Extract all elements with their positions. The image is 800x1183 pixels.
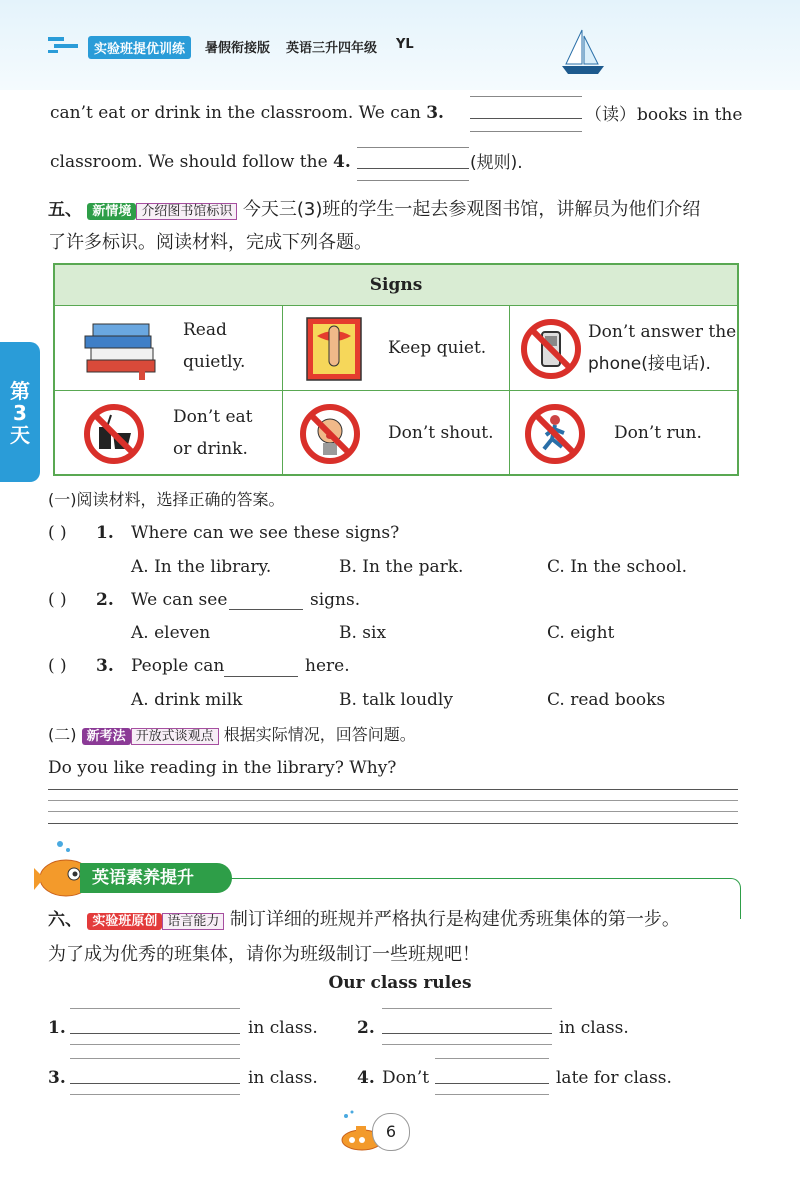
- books-icon: [83, 318, 161, 382]
- code-label: YL: [396, 37, 414, 52]
- q2-option-b: B. six: [339, 623, 387, 643]
- sign-cell-no-running: Don’t run.: [510, 391, 737, 476]
- rule-3-blank[interactable]: [70, 1083, 240, 1084]
- signs-table: [53, 263, 739, 476]
- q3-option-b: B. talk loudly: [339, 690, 453, 710]
- no-shouting-icon: [299, 403, 361, 465]
- sailboat-icon: [558, 28, 608, 78]
- rule-2-blank[interactable]: [382, 1033, 552, 1034]
- original-tag: 实验班原创: [87, 913, 162, 930]
- hint-rules: (规则).: [470, 153, 523, 173]
- rule-1-blank[interactable]: [70, 1033, 240, 1034]
- brand-title: 实验班提优训练: [88, 36, 191, 59]
- intro-line-2: classroom. We should follow the 4.: [50, 152, 351, 172]
- section5-heading-line2: 了许多标识。阅读材料，完成下列各题。: [48, 232, 372, 253]
- section6-heading: 六、 实验班原创 语言能力 制订详细的班规并严格执行是构建优秀班集体的第一步。: [48, 909, 680, 930]
- page-number: 6: [372, 1113, 410, 1151]
- q3-answer-paren[interactable]: ( ): [48, 656, 67, 676]
- sign-cell-keep-quiet: Keep quiet.: [283, 306, 509, 390]
- q3-blank[interactable]: [224, 676, 298, 677]
- sign-cell-no-phone: Don’t answer the phone(接电话).: [510, 306, 737, 390]
- library-signs-tag: 介绍图书馆标识: [136, 203, 237, 220]
- subject-label: 英语三升四年级: [286, 41, 378, 56]
- q3-option-a: A. drink milk: [131, 690, 243, 710]
- signs-table-title: Signs: [55, 265, 737, 306]
- finger-on-lips-icon: [305, 316, 363, 382]
- class-rules-title: Our class rules: [328, 973, 472, 993]
- answer-line-2[interactable]: [48, 823, 738, 824]
- q1-option-c: C. In the school.: [547, 557, 688, 577]
- sign-cell-no-shouting: Don’t shout.: [283, 391, 509, 476]
- q1-stem: Where can we see these signs?: [131, 523, 400, 543]
- part2-question: Do you like reading in the library? Why?: [48, 758, 397, 778]
- section5-heading: 五、 新情境 介绍图书馆标识 今天三(3)班的学生一起去参观图书馆，讲解员为他们介绍: [48, 199, 701, 220]
- language-ability-tag: 语言能力: [162, 913, 224, 930]
- q2-blank[interactable]: [229, 609, 303, 610]
- answer-blank-4[interactable]: [357, 168, 469, 169]
- no-food-drink-icon: [83, 403, 145, 465]
- q2-answer-paren[interactable]: ( ): [48, 590, 67, 610]
- page-header: [0, 0, 800, 90]
- new-test-method-tag: 新考法: [82, 728, 131, 745]
- q2-option-a: A. eleven: [131, 623, 211, 643]
- section-banner: 英语素养提升: [80, 863, 232, 893]
- no-phone-icon: [520, 318, 582, 380]
- edition-label: 暑假衔接版: [205, 41, 271, 56]
- q2-option-c: C. eight: [547, 623, 615, 643]
- part1-title: (一)阅读材料，选择正确的答案。: [48, 490, 285, 509]
- open-opinion-tag: 开放式谈观点: [131, 728, 219, 745]
- intro-line-1: can’t eat or drink in the classroom. We can 3.: [50, 103, 444, 123]
- answer-blank-3[interactable]: [470, 118, 582, 119]
- q3-option-c: C. read books: [547, 690, 666, 710]
- part2-heading: (二) 新考法 开放式谈观点 根据实际情况，回答问题。: [48, 725, 416, 744]
- new-context-tag: 新情境: [87, 203, 136, 220]
- q1-answer-paren[interactable]: ( ): [48, 523, 67, 543]
- q1-option-a: A. In the library.: [131, 557, 272, 577]
- q1-option-b: B. In the park.: [339, 557, 464, 577]
- rule-4-blank[interactable]: [435, 1083, 549, 1084]
- sign-cell-read-quietly: Read quietly.: [55, 306, 282, 390]
- no-running-icon: [524, 403, 586, 465]
- sign-cell-no-eating: Don’t eat or drink.: [55, 391, 282, 476]
- brand-logo-icon: [48, 34, 84, 54]
- hint-read: （读）: [585, 105, 636, 125]
- day-side-tab: 第 3 天: [0, 342, 40, 482]
- section6-heading-line2: 为了成为优秀的班集体，请你为班级制订一些班规吧！: [48, 944, 480, 965]
- answer-line-1[interactable]: [48, 789, 738, 790]
